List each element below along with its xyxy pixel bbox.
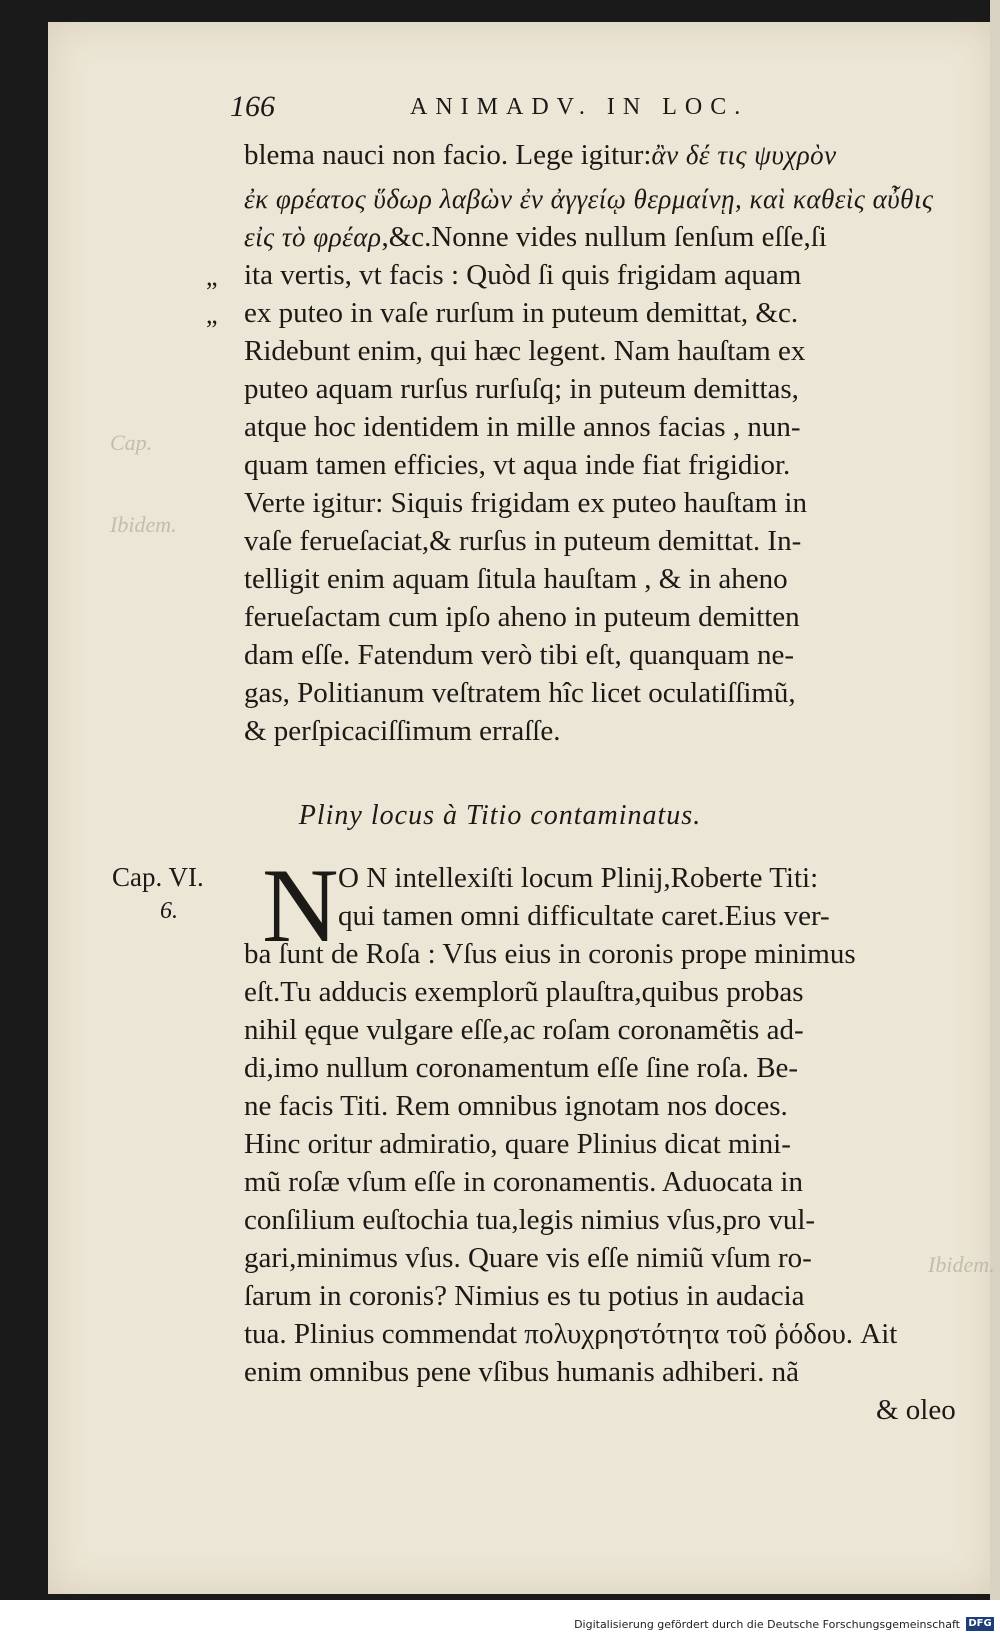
- text-line: nihil ęque vulgare eſſe,ac roſam coronamẽtis ad-: [244, 1014, 804, 1046]
- page-header: [0, 90, 1000, 130]
- text-line: tua. Plinius commendat πολυχρηστότητα τοῦ ῥόδου. Ait: [244, 1318, 898, 1350]
- text-line: qui tamen omni difficultate caret.Eius ver-: [338, 900, 830, 932]
- chapter-label: Cap. VI.: [112, 862, 204, 892]
- text-line: ex puteo in vaſe rurſum in puteum demittat, &c.: [244, 297, 799, 329]
- text-line: [244, 181, 974, 217]
- text-line: puteo aquam rurſus rurſuſq; in puteum demittas,: [244, 373, 799, 405]
- text-line: di,imo nullum coronamentum eſſe ſine roſa. Be-: [244, 1052, 799, 1084]
- text-line: telligit enim aquam ſitula hauſtam , & in aheno: [244, 563, 788, 595]
- text-line: vaſe ferueſaciat,& rurſus in puteum demittat. In-: [244, 525, 802, 557]
- text-line: gas, Politianum veſtratem hîc licet oculatiſſimũ,: [244, 677, 796, 709]
- section-title: Pliny locus à Titio contaminatus.: [298, 800, 702, 831]
- text-line: gari,minimus vſus. Quare vis eſſe nimiũ vſum ro-: [244, 1242, 812, 1274]
- text-line: atque hoc identidem in mille annos facias , nun-: [244, 411, 801, 443]
- quote-mark: „: [206, 300, 218, 329]
- text-line: dam eſſe. Fatendum verò tibi eſt, quanquam ne-: [244, 639, 795, 671]
- text-line: O N intellexiſti locum Plinij,Roberte Titi:: [338, 862, 819, 894]
- text-line: ferueſactam cum ipſo aheno in puteum demitten: [244, 601, 800, 633]
- text-line: Ridebunt enim, qui hæc legent. Nam hauſtam ex: [244, 335, 806, 367]
- text-line: εἰς τὸ φρέαρ,&c.Nonne vides nullum ſenſum eſſe,ſi: [244, 221, 827, 253]
- show-through-text: Ibidem.: [110, 512, 177, 537]
- text-line: ſarum in coronis? Nimius es tu potius in audacia: [244, 1280, 805, 1312]
- text-line: & perſpicaciſſimum erraſſe.: [244, 715, 561, 747]
- greek-text: εἰς τὸ φρέαρ: [244, 222, 382, 252]
- text-line: enim omnibus pene vſibus humanis adhiberi. nã: [244, 1356, 799, 1388]
- text-line: Verte igitur: Siquis frigidam ex puteo hauſtam in: [244, 487, 807, 519]
- drop-cap: N: [262, 847, 339, 964]
- quote-mark: „: [206, 262, 218, 291]
- text-line: conſilium euſtochia tua,legis nimius vſus,pro vul-: [244, 1204, 816, 1236]
- text-line: mũ roſæ vſum eſſe in coronamentis. Aduocata in: [244, 1166, 803, 1198]
- text-line: ita vertis, vt facis : Quòd ſi quis frigidam aquam: [244, 259, 802, 291]
- text-line: blema nauci non facio. Lege igitur:ἂν δέ τις ψυχρὸν: [244, 139, 837, 171]
- show-through-text: Ibidem.: [928, 1252, 995, 1277]
- greek-text: ἐκ φρέατος ὕδωρ λαβὼν ἐν ἀγγείῳ θερμαίνῃ, καὶ καθεὶς αὖθις: [244, 184, 934, 214]
- text-line: eſt.Tu adducis exemplorũ plauſtra,quibus probas: [244, 976, 804, 1008]
- catchword: & oleo: [876, 1394, 956, 1426]
- text-line: Hinc oritur admiratio, quare Plinius dicat mini-: [244, 1128, 791, 1160]
- footer-credit: Digitalisierung gefördert durch die Deutsche Forschungsgemeinschaft: [574, 1618, 960, 1631]
- text-line: ne facis Titi. Rem omnibus ignotam nos doces.: [244, 1090, 788, 1122]
- dfg-logo: DFG: [966, 1617, 994, 1631]
- text-line: ba ſunt de Roſa : Vſus eius in coronis prope minimus: [244, 938, 856, 970]
- text-line: quam tamen efficies, vt aqua inde fiat frigidior.: [244, 449, 791, 481]
- page-number: 166: [230, 90, 275, 123]
- greek-text: ἂν δέ τις ψυχρὸν: [651, 140, 837, 170]
- running-head: ANIMADV. IN LOC.: [410, 94, 749, 120]
- show-through-text: Cap.: [110, 430, 153, 455]
- chapter-subnumber: 6.: [160, 898, 178, 924]
